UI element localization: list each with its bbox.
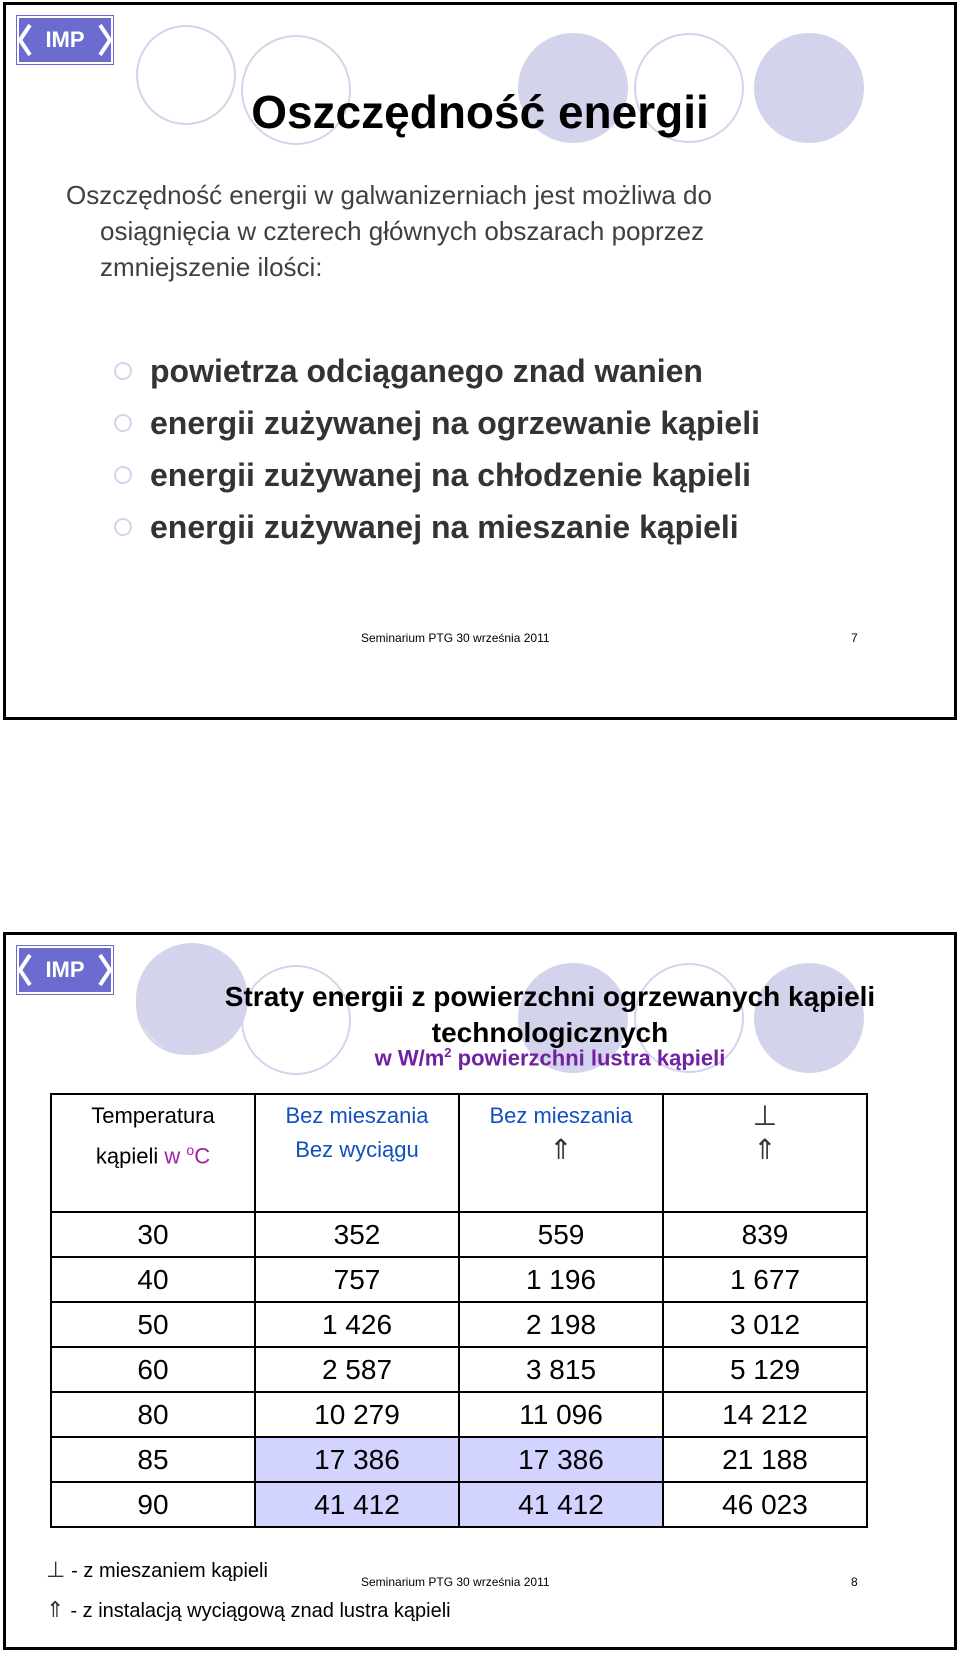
table-cell: 40 (51, 1257, 255, 1302)
table-cell: 14 212 (663, 1392, 867, 1437)
table-cell-highlighted: 17 386 (459, 1437, 663, 1482)
title-line: Straty energii z powierzchni ogrzewanych kąpieli (224, 981, 876, 1012)
intro-line: osiągnięcia w czterech głównych obszarach poprzez (100, 216, 705, 246)
table-header-row (51, 1094, 867, 1212)
bullet-circle-icon (114, 362, 132, 380)
table-cell: 30 (51, 1212, 255, 1257)
table-cell: 352 (255, 1212, 459, 1257)
subtitle-sup: 2 (444, 1045, 452, 1060)
bullet-text: energii zużywanej na mieszanie kąpieli (150, 508, 739, 545)
header-no-mixing-extraction (459, 1094, 663, 1212)
table-cell: 3 012 (663, 1302, 867, 1347)
header-text: Bez wyciągu (295, 1137, 419, 1162)
slide-8 (3, 932, 957, 1650)
extraction-icon: ⇑ (549, 1134, 573, 1165)
table-row (51, 1212, 867, 1257)
table-cell-highlighted: 41 412 (459, 1482, 663, 1527)
table-cell: 10 279 (255, 1392, 459, 1437)
intro-line: zmniejszenie ilości: (100, 252, 323, 282)
table-cell: 11 096 (459, 1392, 663, 1437)
bullet-list (114, 345, 760, 553)
imp-logo (16, 945, 114, 995)
subtitle-text: powierzchni lustra kąpieli (451, 1045, 726, 1071)
table-row (51, 1437, 867, 1482)
logo-text: IMP (45, 27, 85, 52)
header-no-mixing-no-extraction (255, 1094, 459, 1212)
table-row (51, 1482, 867, 1527)
bullet-circle-icon (114, 466, 132, 484)
table-cell: 80 (51, 1392, 255, 1437)
title-line: technologicznych (431, 1017, 669, 1048)
table-row (51, 1257, 867, 1302)
header-text-part: kąpieli (95, 1143, 165, 1169)
intro-paragraph (66, 177, 866, 285)
extraction-icon: ⇑ (46, 1597, 65, 1622)
energy-loss-table (50, 1093, 868, 1528)
page-number: 8 (851, 1575, 858, 1589)
legend-extraction (46, 1597, 451, 1623)
bullet-item (114, 345, 760, 397)
bullet-circle-icon (114, 414, 132, 432)
table-cell: 2 198 (459, 1302, 663, 1347)
table-cell-highlighted: 41 412 (255, 1482, 459, 1527)
legend-mixing (46, 1557, 268, 1583)
page-number: 7 (851, 631, 858, 645)
header-mixing-extraction (663, 1094, 867, 1212)
table-cell: 5 129 (663, 1347, 867, 1392)
table-cell: 1 677 (663, 1257, 867, 1302)
table-cell: 50 (51, 1302, 255, 1347)
header-temperature (51, 1094, 255, 1212)
table-cell: 1 426 (255, 1302, 459, 1347)
bullet-text: energii zużywanej na ogrzewanie kąpieli (150, 404, 760, 441)
degree-sup: o (186, 1142, 195, 1158)
table-row (51, 1347, 867, 1392)
bullet-text: powietrza odciąganego znad wanien (150, 352, 703, 389)
header-text: Temperatura (91, 1103, 215, 1128)
header-text-part: C (194, 1143, 211, 1169)
table-cell: 2 587 (255, 1347, 459, 1392)
mixing-icon: ⊥ (46, 1557, 66, 1582)
header-text: Bez mieszania (285, 1103, 429, 1128)
slide-footer: Seminarium PTG 30 września 2011 (361, 631, 550, 645)
header-text (52, 1133, 254, 1173)
table-cell-highlighted: 17 386 (255, 1437, 459, 1482)
legend-text: - z instalacją wyciągową znad lustra kąpieli (70, 1600, 451, 1622)
bullet-circle-icon (114, 518, 132, 536)
slide-title: Oszczędność energii (251, 86, 709, 138)
table-cell: 85 (51, 1437, 255, 1482)
table-cell: 90 (51, 1482, 255, 1527)
bullet-item (114, 449, 760, 501)
bullet-item (114, 501, 760, 553)
table-cell: 1 196 (459, 1257, 663, 1302)
table-row (51, 1392, 867, 1437)
slide-footer: Seminarium PTG 30 września 2011 (361, 1575, 550, 1589)
table-cell: 839 (663, 1212, 867, 1257)
slide-title (146, 979, 954, 1051)
table-cell: 46 023 (663, 1482, 867, 1527)
table-cell: 559 (459, 1212, 663, 1257)
intro-line: Oszczędność energii w galwanizerniach jest możliwa do (66, 180, 712, 210)
header-text-part: w (164, 1143, 187, 1169)
legend-text: - z mieszaniem kąpieli (71, 1560, 268, 1582)
subtitle-text: w W/m (374, 1045, 445, 1071)
slide-7 (3, 2, 957, 720)
mixing-icon: ⊥ (752, 1100, 778, 1131)
table-cell: 3 815 (459, 1347, 663, 1392)
bullet-item (114, 397, 760, 449)
table-cell: 21 188 (663, 1437, 867, 1482)
table-cell: 60 (51, 1347, 255, 1392)
table-cell: 757 (255, 1257, 459, 1302)
logo-text: IMP (45, 957, 85, 982)
imp-logo (16, 15, 114, 65)
slide-subtitle (146, 1045, 954, 1071)
bullet-text: energii zużywanej na chłodzenie kąpieli (150, 456, 752, 493)
table-row (51, 1302, 867, 1347)
header-text: Bez mieszania (489, 1103, 633, 1128)
extraction-icon: ⇑ (753, 1134, 777, 1165)
